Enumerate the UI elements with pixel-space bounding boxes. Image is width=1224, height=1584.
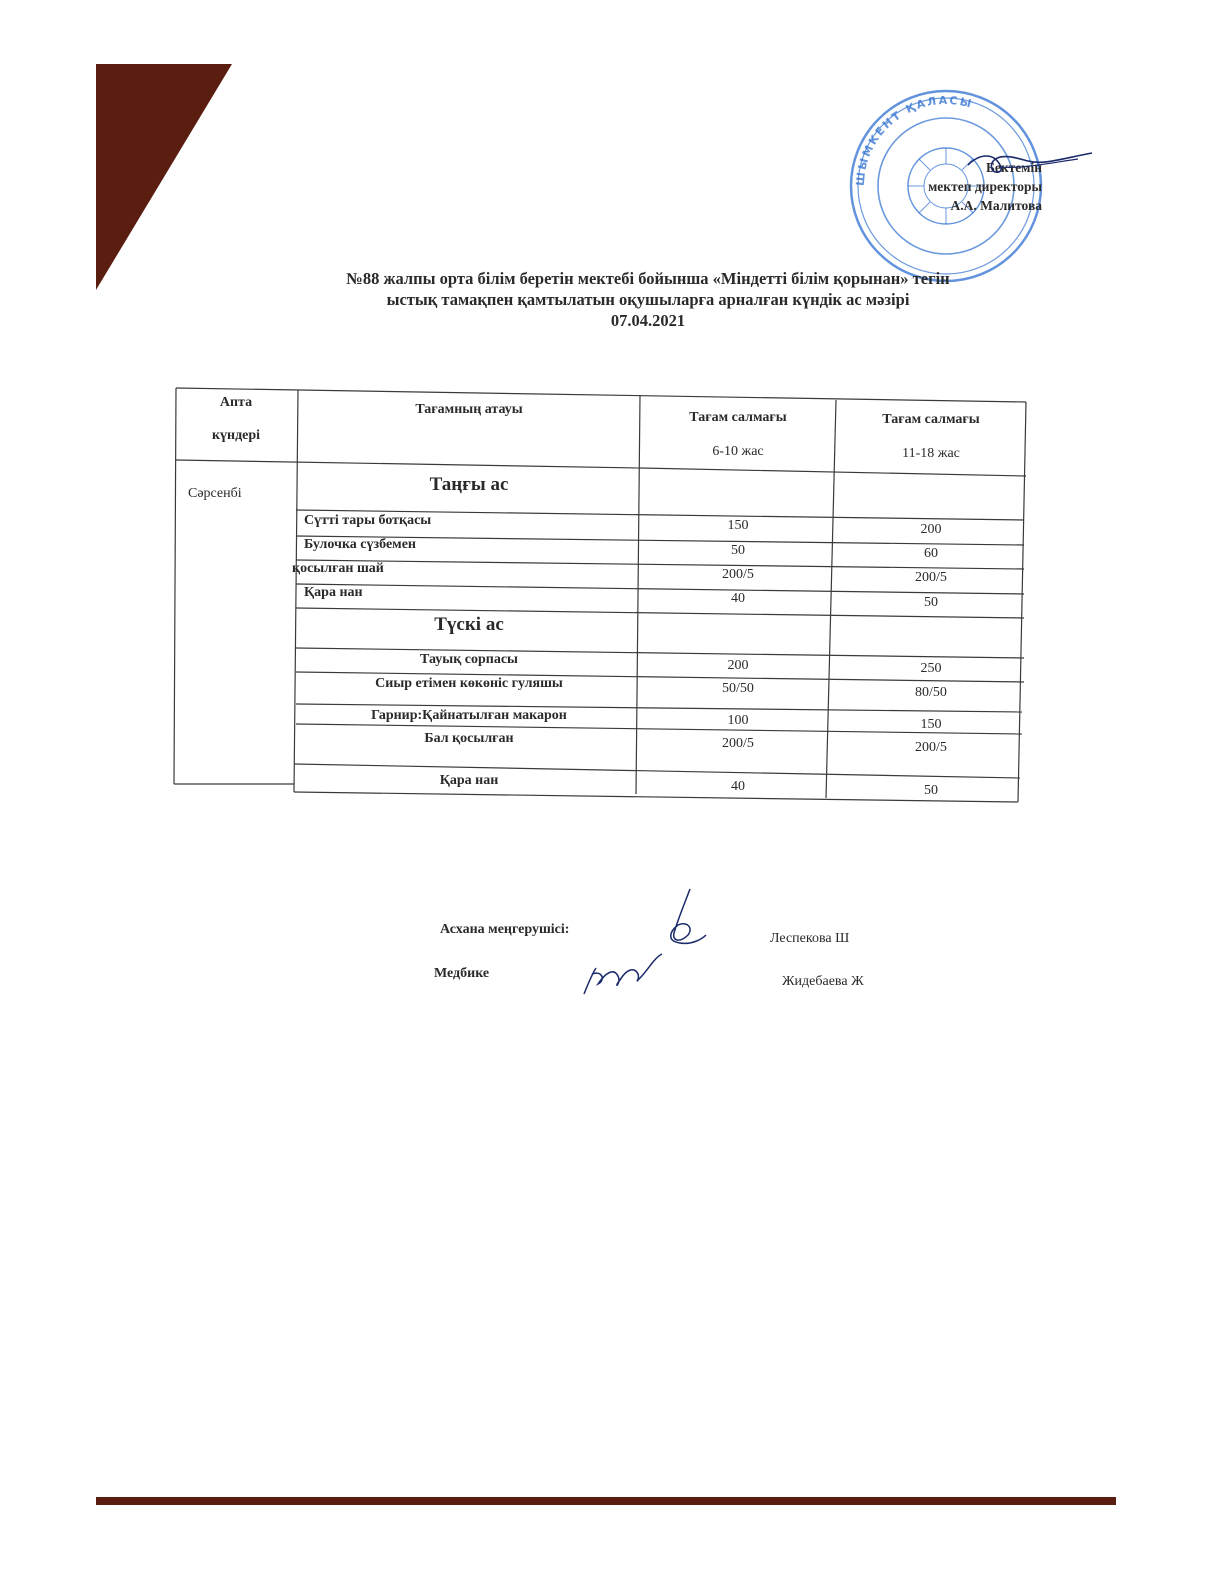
header-weight-1-line-2: 6-10 жас	[712, 444, 764, 459]
breakfast-item-3-w2: 200/5	[915, 570, 947, 585]
approval-line-3: А.А. Малитова	[950, 198, 1042, 213]
nurse-name: Жидебаева Ж	[782, 974, 864, 989]
breakfast-section-label: Таңғы ас	[429, 474, 509, 495]
cook-name: Леспекова Ш	[770, 931, 850, 946]
nurse-role: Медбике	[434, 966, 490, 981]
header-weight-1-line-1: Тағам салмағы	[689, 410, 787, 425]
lunch-section-label: Түскі ас	[434, 614, 504, 635]
breakfast-item-2-w1: 50	[731, 543, 745, 558]
nurse-signature	[578, 950, 668, 1000]
header-day-line-2: күндері	[211, 428, 261, 443]
lunch-item-5-w1: 40	[731, 779, 745, 794]
breakfast-item-3-name: қосылған шай	[292, 561, 384, 576]
lunch-item-4-w2: 200/5	[915, 740, 947, 755]
approval-line-2: мектеп директоры	[928, 179, 1042, 194]
lunch-item-3-w1: 100	[727, 713, 749, 728]
cook-signature	[650, 885, 720, 955]
title-line-1: №88 жалпы орта білім беретін мектебі бойынша «Міндетті білім қорынан» тегін	[346, 269, 950, 288]
lunch-item-2-name: Сиыр етімен көкөніс гуляшы	[375, 676, 563, 691]
lunch-item-1-name: Тауық сорпасы	[420, 652, 518, 667]
lunch-item-5-name: Қара нан	[439, 773, 499, 788]
lunch-item-2-w2: 80/50	[915, 685, 947, 700]
lunch-item-2-w1: 50/50	[722, 681, 754, 696]
lunch-item-4-w1: 200/5	[722, 736, 754, 751]
breakfast-item-2-w2: 60	[924, 546, 938, 561]
approval-line-1: Бектемін	[985, 160, 1042, 175]
lunch-item-1-w1: 200	[727, 658, 749, 673]
lunch-item-4-name: Бал қосылған	[424, 731, 514, 746]
stamp-ring-text: ШЫМКЕНТ ҚАЛАСЫ	[853, 93, 975, 187]
day-cell: Сәрсенбі	[188, 486, 242, 501]
breakfast-item-1-name: Сүтті тары ботқасы	[304, 513, 432, 528]
breakfast-item-2-name: Булочка сүзбемен	[304, 537, 416, 552]
header-weight-2-line-1: Тағам салмағы	[882, 412, 980, 427]
header-dish-name: Тағамның атауы	[415, 402, 523, 417]
title-line-2: ыстық тамақпен қамтылатын оқушыларға арналған күндік ас мәзірі	[386, 290, 910, 309]
breakfast-item-1-w2: 200	[920, 522, 942, 537]
breakfast-item-1-w1: 150	[727, 518, 749, 533]
lunch-item-1-w2: 250	[920, 661, 942, 676]
lunch-item-5-w2: 50	[924, 783, 938, 798]
breakfast-item-4-name: Қара нан	[304, 585, 363, 600]
header-day-line-1: Апта	[219, 395, 253, 410]
lunch-item-3-name: Гарнир:Қайнатылған макарон	[371, 708, 567, 723]
breakfast-item-4-w1: 40	[731, 591, 745, 606]
cook-role: Асхана меңгерушісі:	[440, 922, 570, 937]
breakfast-item-3-w1: 200/5	[722, 567, 754, 582]
header-weight-2-line-2: 11-18 жас	[902, 446, 960, 461]
lunch-item-3-w2: 150	[920, 717, 942, 732]
title-date: 07.04.2021	[610, 311, 686, 330]
breakfast-item-4-w2: 50	[924, 595, 938, 610]
